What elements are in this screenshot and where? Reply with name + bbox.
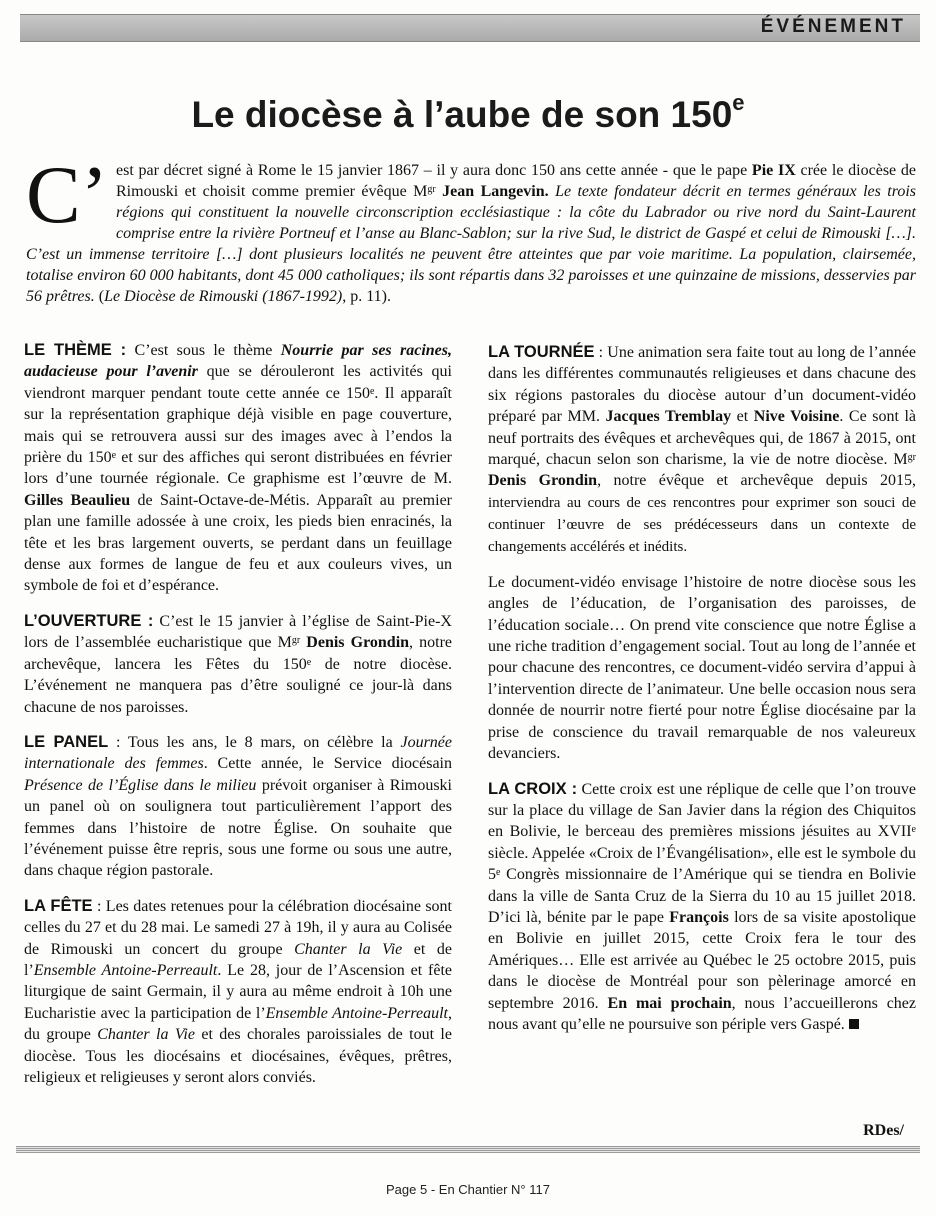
page-footer: Page 5 - En Chantier N° 117: [386, 1182, 550, 1197]
signature: RDes/: [863, 1122, 904, 1139]
left-column: [24, 340, 452, 1102]
fete-paragraph: LA FÊTE : Les dates retenues pour la célébration diocésaine sont celles du 27 et du 28 mai. Le samedi 27 à 19h, il y aura au Colisée de Rimouski un concert du groupe Chanter la Vie et de l’Ensemble Antoine-Perreault. Le 28, jour de l’Ascension et fête liturgique de saint Germain, il y aura au même endroit à 10h une Eucharistie avec la participation de l’Ensemble Antoine-Perreault, du groupe Chanter la Vie et des chorales paroissiales de tout le diocèse. Tous les diocésains et diocésaines, évêques, prêtres, religieux et religieuses y seront alors conviés.: [24, 896, 453, 1086]
right-column: [488, 342, 916, 1049]
drop-cap: C’: [26, 149, 108, 240]
page-title: Le diocèse à l’aube de son 150e: [191, 90, 745, 135]
intro-paragraph: C’ est par décret signé à Rome le 15 janvier 1867 – il y aura donc 150 ans cette année - que le pape Pie IX crée le diocèse de Rimouski et choisit comme premier évêque $M^{gr}$ Jean Langevin. Le texte fondateur décrit en termes généraux les trois régions qui constituent la nouvelle circonscription ecclésiastique : la côte du Labrador ou rive nord du Saint-Laurent comprise entre la rivière Portneuf et l’anse au Blanc-Sablon; sur la rive Sud, le district de Gaspé et celui de Rimouski […]. C’est un immense territoire […] dont plusieurs localités ne peuvent être atteintes que par voie maritime. La population, clairsemée, totalise environ 60 000 habitants, dont 45 000 catholiques; ils sont répartis dans 32 paroisses et une quinzaine de missions, desservies par 56 prêtres. (Le Diocèse de Rimouski (1867-1992), p. 11).: [26, 149, 917, 305]
panel-paragraph: LE PANEL : Tous les ans, le 8 mars, on célèbre la Journée internationale des femmes. Cette année, le Service diocésain Présence de l’Église dans le milieu prévoit organiser à Rimouski un panel où on soulignera tout particulièrement l’apport des femmes dans l’histoire de notre Église. On souhaite que l’événement puisse être repris, sous une forme ou sous une autre, dans chaque région pastorale.: [24, 732, 453, 880]
ouverture-paragraph: L’OUVERTURE : C’est le 15 janvier à l’église de Saint-Pie-X lors de l’assemblée eucharistique que $M^{gr}$ Denis Grondin, notre archevêque, lancera les Fêtes du 150e de notre diocèse. L’événement ne manquera pas d’être souligné ce jour-là dans chacune de nos paroisses.: [24, 611, 453, 716]
section-bar: [20, 14, 920, 42]
section-label: ÉVÉNEMENT: [760, 16, 906, 37]
theme-paragraph: LE THÈME : C’est sous le thème Nourrie par ses racines, audacieuse pour l’avenir que se dérouleront les activités qui viendront marquer pendant toute cette année ce 150e. Il apparaît sur la représentation graphique déjà visible en page couverture, mais qui se retrouvera aussi sur des images avec à l’endos la prière du 150e et sur des affiches qui seront distribuées en février lors d’une tournée régionale. Ce graphisme est l’œuvre de M. Gilles Beaulieu de Saint-Octave-de-Métis. Apparaît au premier plan une famille adossée à une croix, les pieds bien enracinés, la tête et les bras largement ouverts, se perdant dans un feuillage dense aux formes de langue de feu et aux couleurs vives, un symbole de foi et d’espérance.: [24, 341, 453, 595]
croix-paragraph: LA CROIX : Cette croix est une réplique de celle que l’on trouve sur la place du village de San Javier dans la région des Chiquitos en Bolivie, le berceau des premières missions jésuites au XVIIe siècle. Appelée «Croix de l’Évangélisation», elle est le symbole du 5e Congrès missionnaire de l’Amérique qui se tiendra en Bolivie dans la ville de Santa Cruz de la Sierra du 10 au 15 juillet 2018. D’ici là, bénite par le pape François lors de sa visite apostolique en Bolivie en juillet 2015, cette Croix fera le tour des Amériques… Elle est arrivée au Québec le 25 octobre 2015, puis dans le diocèse de Montréal pour son pèlerinage amorcé en septembre 2016. En mai prochain, nous l’accueillerons chez nous avant qu’elle ne poursuive son périple vers Gaspé.: [488, 779, 917, 1033]
end-square-icon: [849, 1019, 859, 1029]
footer-rule: [16, 1146, 920, 1153]
video-paragraph: Le document-vidéo envisage l’histoire de notre diocèse sous les angles de l’éducation, de l’organisation des paroisses, de l’éducation sociale… On prend vite conscience que notre Église a une riche tradition d’engagement social. Tout au long de l’année et pour chacune des rencontres, ce document-vidéo servira d’appui à l’intervention directe de l’animateur. Une belle occasion nous sera donnée de nourrir notre fierté pour notre Église diocésaine par la prise de conscience du travail remarquable de nos valeureux devanciers.: [488, 573, 916, 763]
tournee-paragraph: LA TOURNÉE : Une animation sera faite tout au long de l’année dans les différentes communautés religieuses et dans chacune des six régions pastorales du diocèse autour d’un document-vidéo préparé par MM. Jacques Tremblay et Nive Voisine. Ce sont là neuf portraits des évêques et archevêques qui, de 1867 à 2015, ont marqué, chacun selon son charisme, la vie de notre diocèse. $M^{gr}$ Denis Grondin, notre évêque et archevêque depuis 2015, interviendra au cours de ces rencontres pour exprimer son souci de continuer l’œuvre de ses prédécesseurs dans un contexte de changements accélérés et inédits.: [488, 343, 917, 555]
